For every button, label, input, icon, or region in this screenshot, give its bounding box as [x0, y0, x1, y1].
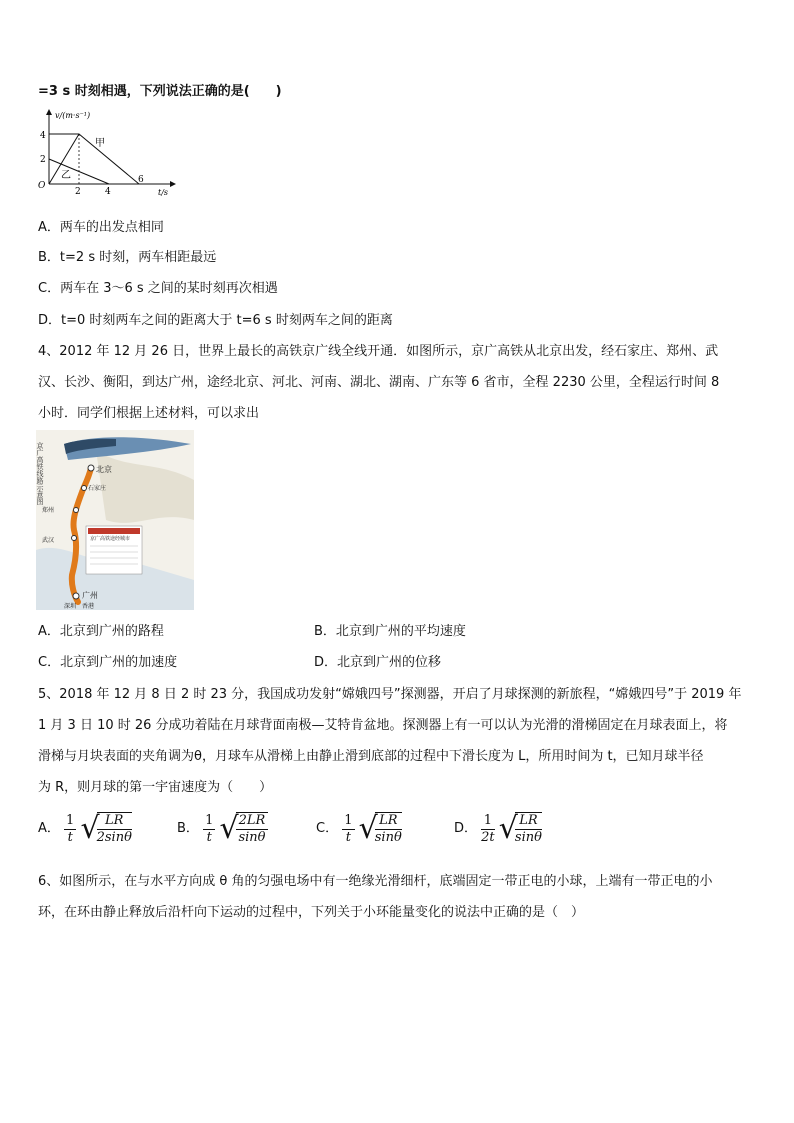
series-label-jia: 甲: [95, 138, 105, 149]
y-axis-label: v/(m·s⁻¹): [55, 111, 91, 120]
city-beijing: 北京: [96, 465, 112, 474]
q4-option-b[interactable]: B．北京到广州的平均速度: [314, 624, 466, 639]
x-tick-2: 2: [75, 187, 81, 197]
q3-option-c[interactable]: C．两车在 3～6 s 之间的某时刻再次相遇: [38, 281, 278, 296]
x-axis-label: t/s: [158, 188, 169, 197]
q3-option-b[interactable]: B．t=2 s 时刻，两车相距最远: [38, 250, 217, 265]
y-tick-2: 2: [40, 155, 46, 165]
q5-stem-line3: 滑梯与月块表面的夹角调为θ，月球车从滑梯上由静止滑到底部的过程中下滑长度为 L，所用时间为 t，已知月球半径: [38, 749, 704, 764]
railway-map: [36, 430, 194, 610]
q5-stem-line1: 5、2018 年 12 月 8 日 2 时 23 分，我国成功发射“嫦娥四号”探测器，开启了月球探测的新旅程，“嫦娥四号”于 2019 年: [38, 687, 742, 702]
origin-label: O: [38, 181, 46, 191]
city-zhengzhou: 郑州: [42, 507, 55, 514]
q6-stem-line2: 环，在环由静止释放后沿杆向下运动的过程中，下列关于小环能量变化的说法中正确的是（ ）: [38, 905, 585, 920]
x-tick-6: 6: [138, 175, 144, 185]
q4-option-a[interactable]: A．北京到广州的路程: [38, 624, 164, 639]
q3-option-a[interactable]: A．两车的出发点相同: [38, 220, 164, 235]
q6-stem-line1: 6、如图所示，在与水平方向成 θ 角的匀强电场中有一绝缘光滑细杆，底端固定一带正电的小球，上端有一带正电的小: [38, 874, 713, 889]
city-shijiazhuang: 石家庄: [88, 485, 107, 492]
q4-option-d[interactable]: D．北京到广州的位移: [314, 655, 442, 670]
q4-stem-line3: 小时．同学们根据上述材料，可以求出: [38, 406, 260, 421]
q3-option-d[interactable]: D．t=0 时刻两车之间的距离大于 t=6 s 时刻两车之间的距离: [38, 313, 393, 328]
q5-option-d[interactable]: D． $\frac{1}{2t}$ √ $\frac{LR}{\sin\theta}$: [454, 811, 542, 846]
q4-stem-line1: 4、2012 年 12 月 26 日，世界上最长的高铁京广线全线开通．如图所示，京广高铁从北京出发，经石家庄、郑州、武: [38, 344, 719, 359]
city-hongkong: 香港: [82, 603, 95, 610]
q4-stem-line2: 汉、长沙、衡阳，到达广州，途经北京、河北、河南、湖北、湖南、广东等 6 省市，全程 2230 公里，全程运行时间 8: [38, 375, 720, 390]
y-tick-4: 4: [40, 131, 46, 141]
city-shenzhen: 深圳: [64, 603, 77, 610]
q5-stem-line2: 1 月 3 日 10 时 26 分成功着陆在月球背面南极—艾特肯盆地。探测器上有一可以认为光滑的滑梯固定在月球表面上，将: [38, 718, 728, 733]
city-guangzhou: 广州: [82, 591, 98, 600]
q5-option-b[interactable]: B． $\frac{1}{t}$ √ $\frac{2LR}{\sin\theta}$: [177, 812, 268, 846]
city-wuhan: 武汉: [42, 537, 55, 544]
q5-stem-line4: 为 R，则月球的第一宇宙速度为（ ）: [38, 780, 273, 795]
q5-option-a[interactable]: A． $\frac{1}{t}$ √ $\frac{LR}{2\sin\theta}$: [38, 811, 132, 846]
map-side-title: 京广高铁线路示意图: [36, 442, 44, 505]
q4-option-c[interactable]: C．北京到广州的加速度: [38, 655, 178, 670]
q3-stem-tail: =3 s 时刻相遇，下列说法正确的是( ): [38, 84, 282, 99]
x-tick-4: 4: [105, 187, 111, 197]
q5-option-c[interactable]: C． $\frac{1}{t}$ √ $\frac{LR}{\sin\theta}$: [316, 811, 402, 846]
series-label-yi: 乙: [61, 170, 71, 181]
vt-graph: [35, 108, 185, 200]
map-legend-title: 京广高铁途经城市: [90, 536, 131, 542]
